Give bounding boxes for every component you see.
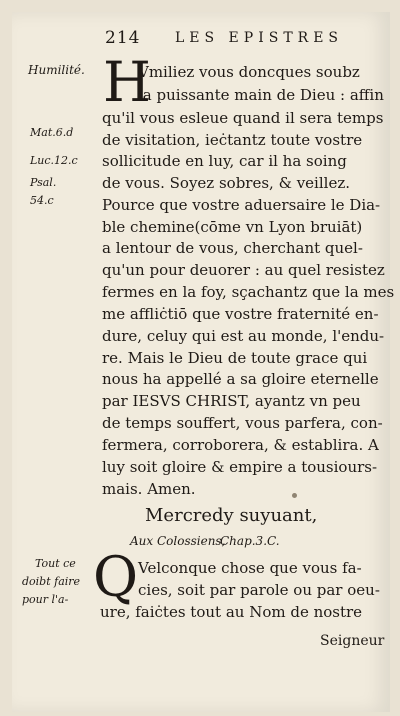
ornament-dot [292,493,297,498]
section-subtitle: Aux Colossiens, [130,534,226,548]
side-note-line: Tout ce [35,557,76,570]
margin-note-humilite: Humilité. [28,63,85,77]
dropcap-h: H [103,50,151,114]
side-note-line: doibt faire [22,575,81,588]
section-title: Mercredy suyuant, [145,505,318,526]
passage1-line: de temps souffert, vous parfera, con- [102,414,383,432]
passage1-line: fermera, corroborera, & establira. A [102,436,379,454]
passage1-line: sollicitude en luy, car il ha soing [102,152,347,170]
passage1-line: ble chemine(cōme vn Lyon bruiāt) [102,218,363,236]
passage2-line-3: ure, faiċtes tout au Nom de nostre [100,603,363,621]
page-number: 214 [105,28,141,48]
passage1-line: a lentour de vous, cherchant quel- [102,239,363,257]
passage1-line: de vous. Soyez sobres, & veillez. [102,174,350,192]
passage1-line: dure, celuy qui est au monde, l'endu- [102,327,385,345]
section-chapter: Chap.3.C. [220,534,280,548]
passage1-line: Pource que vostre aduersaire le Dia- [102,196,381,214]
margin-note-psal: Psal. [30,176,57,189]
passage1-line: luy soit gloire & empire a tousiours- [102,458,378,476]
dropcap-q: Q [93,545,139,609]
passage2-line-2: cies, soit par parole ou par oeu- [138,581,380,599]
passage1-line: re. Mais le Dieu de toute grace qui [102,349,368,367]
passage1-line: qu'il vous esleue quand il sera temps [102,109,384,127]
catchword: Seigneur [320,633,385,649]
running-head [0,28,400,50]
passage1-line: me affliċtiō que vostre fraternité en- [102,305,379,323]
passage1-line: de visitation, ieċtantz toute vostre [102,131,363,149]
margin-note-luc: Luc.12.c [30,154,78,167]
side-note-line: pour l'a- [22,593,69,606]
passage1-line-2: la puissante main de Dieu : affin [138,86,384,104]
passage1-line-1: Vmiliez vous doncques soubz [138,63,360,81]
passage1-line: mais. Amen. [102,480,196,498]
passage1-line: par IESVS CHRIST, ayantz vn peu [102,392,361,410]
margin-note-mat: Mat.6.d [30,126,74,139]
header-title: LES EPISTRES [175,30,344,46]
passage1-line: nous ha appellé a sa gloire eternelle [102,370,379,388]
passage1-line: qu'un pour deuorer : au quel resistez [102,261,385,279]
margin-note-psal-num: 54.c [30,194,54,207]
passage1-line: fermes en la foy, sçachantz que la mes [102,283,395,301]
passage2-line-1: Velconque chose que vous fa- [138,559,362,577]
